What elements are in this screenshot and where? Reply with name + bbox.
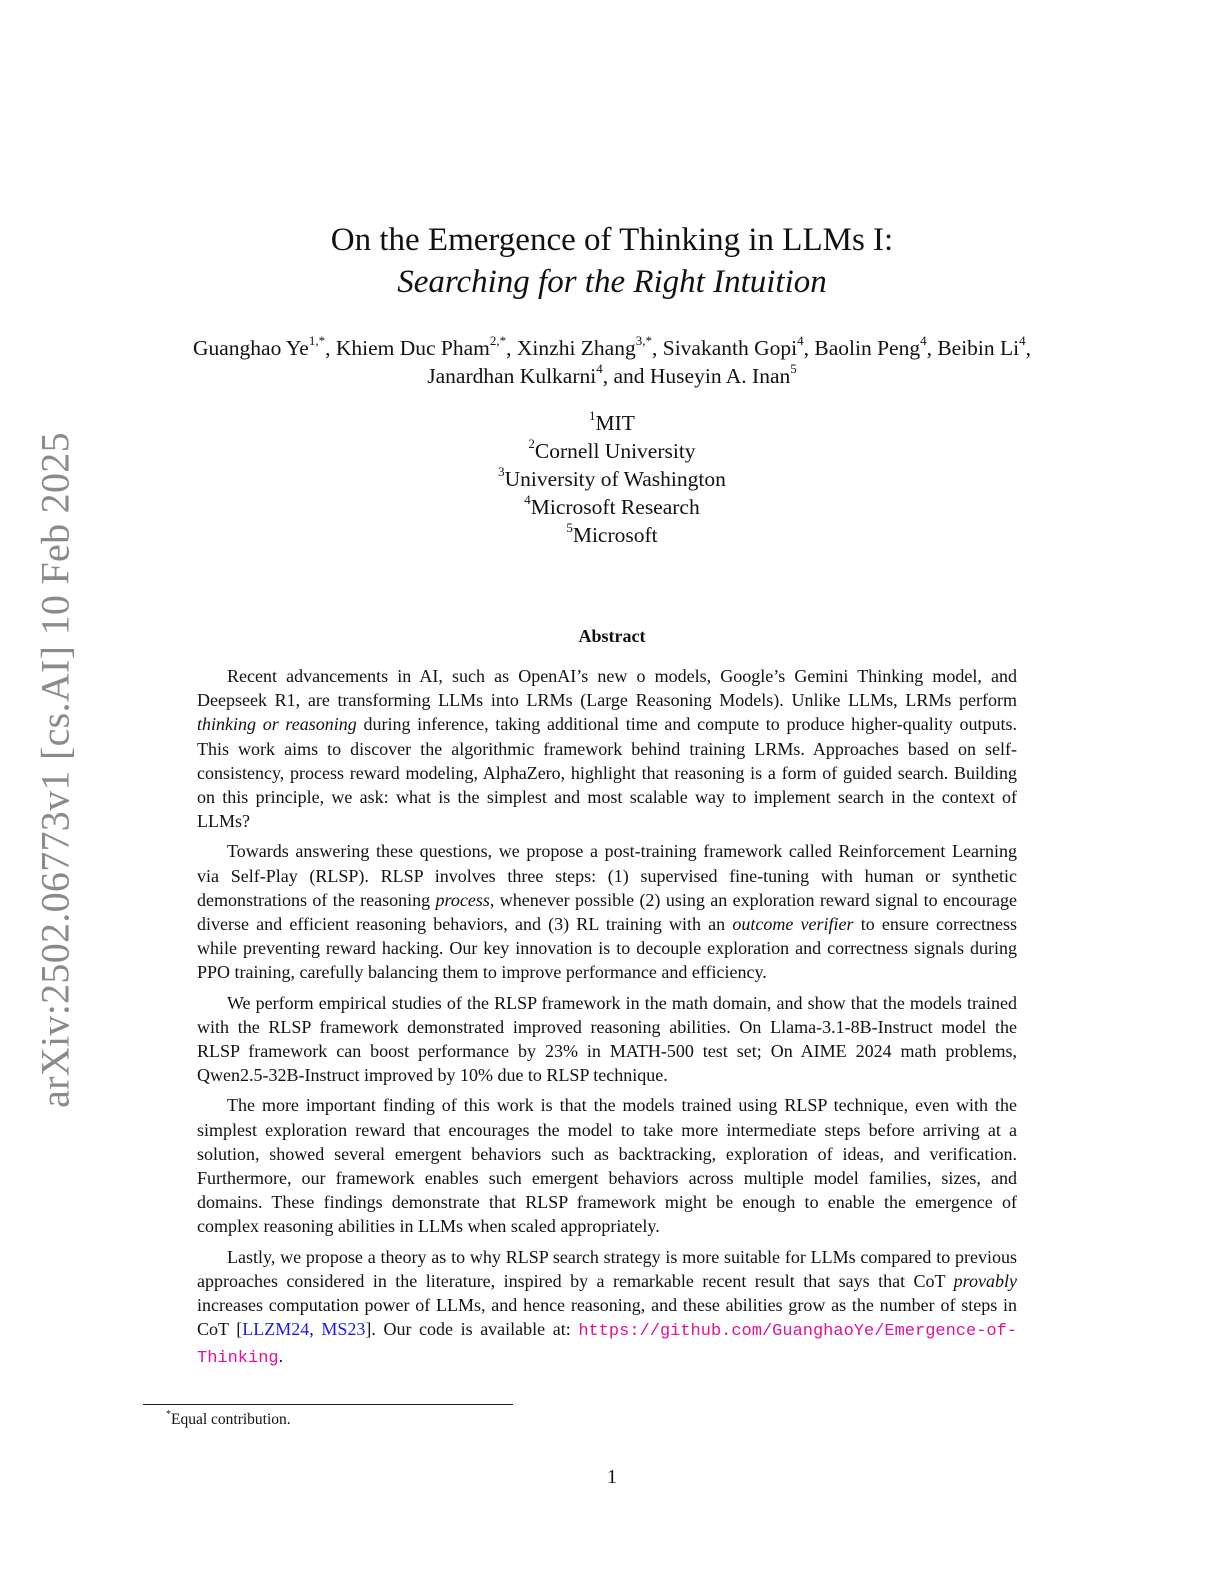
abstract-paragraph: Lastly, we propose a theory as to why RLSP search strategy is more suitable for LLMs compared to previous approaches considered in the literature, inspired by a remarkable recent result that says that CoT provably increases computation power of LLMs, and hence reasoning, and these abilities grow as the number of steps in CoT [LLZM24, MS23]. Our code is available at: https://github.com/GuanghaoYe/Emergence-of-Thinking. xyxy=(197,1246,1018,1369)
author-affil-sup: 4 xyxy=(797,332,804,348)
code-repo-link[interactable]: https://github.com/GuanghaoYe/Emergence-of-Thinking xyxy=(197,1322,1018,1369)
affiliation-list xyxy=(0,409,1224,549)
author: Sivakanth Gopi xyxy=(662,336,798,360)
citation-link-ms23[interactable]: MS23 xyxy=(321,1319,366,1340)
author: Khiem Duc Pham xyxy=(335,336,490,360)
footnote: *Equal contribution. xyxy=(166,1409,291,1429)
abstract-paragraph: Towards answering these questions, we propose a post-training framework called Reinforcement Learning via Self-Play (RLSP). RLSP involves three steps: (1) supervised fine-tuning with human or synthetic demonstrations of the reasoning process, whenever possible (2) using an exploration reward signal to encourage diverse and efficient reasoning behaviors, and (3) RL training with an outcome verifier to ensure correctness while preventing reward hacking. Our key innovation is to decouple exploration and correctness signals during PPO training, carefully balancing them to improve performance and efficiency. xyxy=(197,841,1018,983)
arxiv-stamp-text: arXiv:2502.06773v1 [cs.AI] 10 Feb 2025 xyxy=(32,432,78,1108)
abstract-paragraph: Recent advancements in AI, such as OpenAI’s new o models, Google’s Gemini Thinking model, and Deepseek R1, are transforming LLMs into LRMs (Large Reasoning Models). Unlike LLMs, LRMs perform thinking or reasoning during inference, taking additional time and compute to produce higher-quality outputs. This work aims to discover the algorithmic framework behind training LRMs. Approaches based on self-consistency, process reward modeling, AlphaZero, highlight that reasoning is a form of guided search. Building on this principle, we ask: what is the simplest and most scalable way to implement search in the context of LLMs? xyxy=(197,666,1017,832)
affiliation: $^5$Microsoft xyxy=(566,519,658,547)
abstract-body xyxy=(197,664,1017,1378)
paper-subtitle: Searching for the Right Intuition xyxy=(397,264,827,300)
citation-link-llzm24[interactable]: LLZM24 xyxy=(242,1319,310,1340)
author-list: Guanghao $Ye^{1,*}$, Khiem Duc Pham$^{2,*}$, Xinzhi Zhang$^{3,*}$, Sivakanth Gopi$^4$, Baolin Peng$^4$, Beibin Li$^4$, Janardhan Kulkarni$^4$, and Huseyin A. Inan$^5$ xyxy=(192,332,1032,388)
affiliation: $^1$MIT xyxy=(589,407,635,435)
author: Baolin Peng xyxy=(814,336,921,360)
author: Guanghao Ye xyxy=(192,336,309,360)
footnote-rule xyxy=(143,1404,513,1405)
abstract-paragraph: The more important finding of this work is that the models trained using RLSP technique, even with the simplest exploration reward that encourages the model to take more intermediate steps before arriving at a solution, showed several emergent behaviors such as backtracking, exploration of ideas, and verification. Furthermore, our framework enables such emergent behaviors across multiple model families, sizes, and domains. These findings demonstrate that RLSP framework might be enough to enable the emergence of complex reasoning abilities in LLMs when scaled appropriately. xyxy=(197,1095,1017,1237)
affiliation: $^4$Microsoft Research xyxy=(524,491,700,519)
page-number: 1 xyxy=(607,1466,617,1488)
author-affil-sup: 4 xyxy=(596,360,603,376)
author: Huseyin A. Inan xyxy=(649,364,791,388)
author-affil-sup: 5 xyxy=(790,360,797,376)
paper-title: On the Emergence of Thinking in LLMs I: xyxy=(330,222,894,258)
affiliation: $^2$Cornell University xyxy=(528,435,696,463)
abstract-heading: Abstract xyxy=(578,626,646,646)
author-affil-sup: 4 xyxy=(920,332,927,348)
author: Xinzhi Zhang xyxy=(516,336,636,360)
author: Beibin Li xyxy=(937,336,1020,360)
abstract-paragraph: We perform empirical studies of the RLSP framework in the math domain, and show that the models trained with the RLSP framework demonstrated improved reasoning abilities. On Llama-3.1-8B-Instruct model the RLSP framework can boost performance by 23% in MATH-500 test set; On AIME 2024 math problems, Qwen2.5-32B-Instruct improved by 10% due to RLSP technique. xyxy=(197,992,1017,1086)
author-affil-sup: 1,* xyxy=(308,332,326,348)
author: Janardhan Kulkarni xyxy=(427,364,597,388)
affiliation: $^3$University of Washington xyxy=(498,463,726,491)
author-affil-sup: 2,* xyxy=(489,332,507,348)
author-affil-sup: 3,* xyxy=(635,332,652,348)
author-affil-sup: 4 xyxy=(1019,332,1026,348)
